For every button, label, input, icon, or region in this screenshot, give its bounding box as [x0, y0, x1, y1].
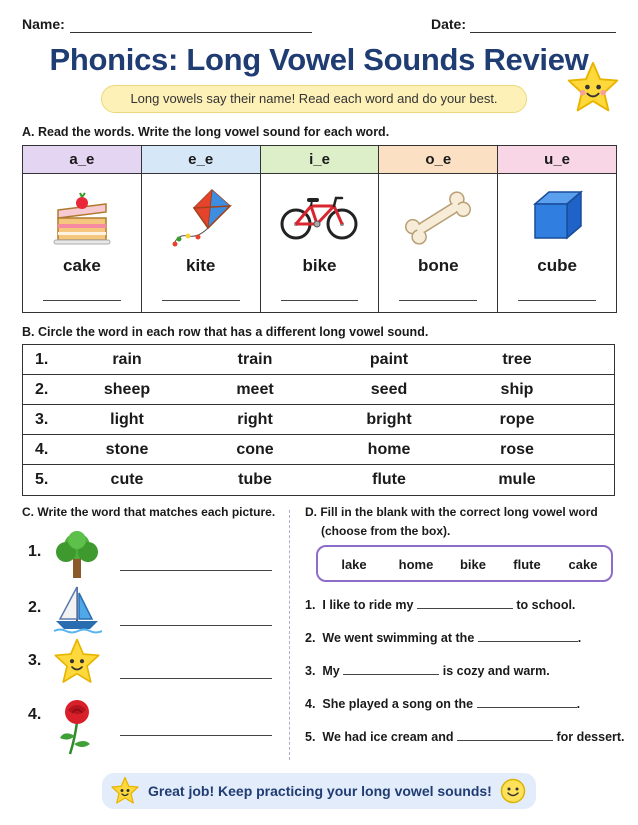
vowel-word: bone [417, 256, 459, 275]
word-option[interactable]: rain [112, 351, 142, 368]
word-option[interactable]: light [110, 411, 144, 428]
sentence-before: We went swimming at the [322, 631, 475, 645]
row-number: 3. [35, 411, 49, 428]
word-option[interactable]: right [237, 411, 273, 428]
vowel-pattern-header: u_e [498, 146, 616, 174]
answer-blank[interactable] [478, 630, 578, 642]
answer-line[interactable] [518, 300, 596, 301]
sentence-number: 3. [305, 664, 316, 678]
sailboat-icon [52, 583, 102, 635]
word-option[interactable]: stone [105, 441, 149, 458]
section-d-heading-note: (choose from the box). [321, 524, 451, 538]
footer-message: Great job! Keep practicing your long vowel sounds! [148, 783, 492, 799]
fill-in-sentence [305, 663, 550, 678]
sentence-number: 2. [305, 631, 316, 645]
subtitle-banner: Long vowels say their name! Read each word and do your best. [101, 85, 527, 113]
row-number: 2. [35, 381, 49, 398]
vowel-pattern-header: o_e [379, 146, 497, 174]
word-option[interactable]: cute [110, 471, 144, 488]
page-title: Phonics: Long Vowel Sounds Review [49, 42, 589, 77]
word-bank-box [316, 545, 613, 582]
vowel-word: cube [537, 256, 577, 275]
sentence-before: We had ice cream and [322, 730, 454, 744]
answer-blank[interactable] [417, 597, 513, 609]
vowel-word: cake [62, 256, 101, 275]
name-label: Name: [22, 16, 65, 32]
word-option[interactable]: seed [370, 381, 408, 398]
vowel-pattern-header: a_e [23, 146, 141, 174]
word-option[interactable]: bright [366, 411, 412, 428]
item-number: 4. [28, 706, 42, 723]
encouragement-banner [102, 773, 536, 809]
item-number: 2. [28, 599, 42, 616]
vowel-pattern-header: e_e [142, 146, 260, 174]
word-bank-item: home [398, 557, 434, 572]
sentence-after: for dessert. [556, 730, 625, 744]
word-bank-item: bike [459, 557, 487, 572]
kite-icon [168, 188, 234, 250]
answer-blank[interactable] [477, 696, 577, 708]
section-c-heading: C. Write the word that matches each picture. [22, 505, 276, 519]
table-row [23, 375, 614, 405]
answer-blank[interactable] [457, 729, 553, 741]
item-number: 1. [28, 543, 42, 560]
vowel-word: bike [302, 256, 337, 275]
answer-line[interactable] [120, 735, 272, 736]
cube-icon [527, 188, 587, 246]
sentence-number: 5. [305, 730, 316, 744]
vowel-pattern-header: i_e [261, 146, 379, 174]
smiley-face-icon [500, 778, 526, 804]
answer-line[interactable] [281, 300, 359, 301]
vowel-column [142, 146, 261, 312]
star-icon [52, 636, 102, 688]
sentence-number: 4. [305, 697, 316, 711]
word-option[interactable]: cone [236, 441, 274, 458]
answer-line[interactable] [120, 678, 272, 679]
table-row [23, 465, 614, 495]
table-row [23, 405, 614, 435]
bike-icon [279, 192, 359, 242]
section-d-heading: D. Fill in the blank with the correct long vowel word [305, 505, 598, 519]
word-option[interactable]: tree [502, 351, 532, 368]
vowel-column [498, 146, 616, 312]
word-bank-item: flute [513, 557, 541, 572]
date-label: Date: [431, 16, 467, 32]
vowel-table [22, 145, 617, 313]
star-mascot-icon [565, 60, 621, 116]
sentence-before: She played a song on the [322, 697, 474, 711]
word-option[interactable]: mule [498, 471, 536, 488]
word-option[interactable]: ship [500, 381, 534, 398]
sentence-after: . [576, 697, 581, 711]
fill-in-sentence [305, 729, 625, 744]
sentence-before: My [322, 664, 340, 678]
answer-line[interactable] [162, 300, 240, 301]
word-option[interactable]: rose [500, 441, 534, 458]
answer-blank[interactable] [343, 663, 439, 675]
word-option[interactable]: tube [238, 471, 272, 488]
vowel-column [379, 146, 498, 312]
answer-line[interactable] [43, 300, 121, 301]
fill-in-sentence [305, 597, 575, 612]
section-divider [289, 510, 290, 760]
sentence-before: I like to ride my [322, 598, 414, 612]
word-option[interactable]: sheep [103, 381, 151, 398]
word-option[interactable]: paint [369, 351, 409, 368]
word-option[interactable]: train [237, 351, 273, 368]
vowel-word: kite [186, 256, 216, 275]
cake-icon [52, 188, 112, 246]
answer-line[interactable] [120, 625, 272, 626]
fill-in-sentence [305, 630, 581, 645]
word-option[interactable]: flute [372, 471, 406, 488]
star-icon [110, 776, 140, 806]
sentence-after: is cozy and warm. [442, 664, 550, 678]
row-number: 1. [35, 351, 49, 368]
word-option[interactable]: home [367, 441, 411, 458]
vowel-column [23, 146, 142, 312]
answer-line[interactable] [120, 570, 272, 571]
section-b-heading: B. Circle the word in each row that has a different long vowel sound. [22, 325, 429, 339]
item-number: 3. [28, 652, 42, 669]
vowel-column [261, 146, 380, 312]
tree-icon [52, 528, 102, 580]
rose-icon [52, 698, 102, 756]
name-field-line[interactable] [70, 32, 312, 33]
bone-icon [400, 188, 476, 248]
row-number: 5. [35, 471, 49, 488]
row-number: 4. [35, 441, 49, 458]
sentence-after: to school. [516, 598, 576, 612]
sentence-number: 1. [305, 598, 316, 612]
name-date-row [22, 16, 616, 38]
word-bank-item: lake [341, 557, 367, 572]
sentence-after: . [577, 631, 582, 645]
word-rows-table [22, 344, 615, 496]
word-option[interactable]: rope [499, 411, 535, 428]
date-field-line[interactable] [470, 32, 616, 33]
word-option[interactable]: meet [236, 381, 274, 398]
table-row [23, 345, 614, 375]
table-row [23, 435, 614, 465]
answer-line[interactable] [399, 300, 477, 301]
section-a-heading: A. Read the words. Write the long vowel sound for each word. [22, 125, 390, 139]
word-bank-item: cake [568, 557, 598, 572]
fill-in-sentence [305, 696, 580, 711]
